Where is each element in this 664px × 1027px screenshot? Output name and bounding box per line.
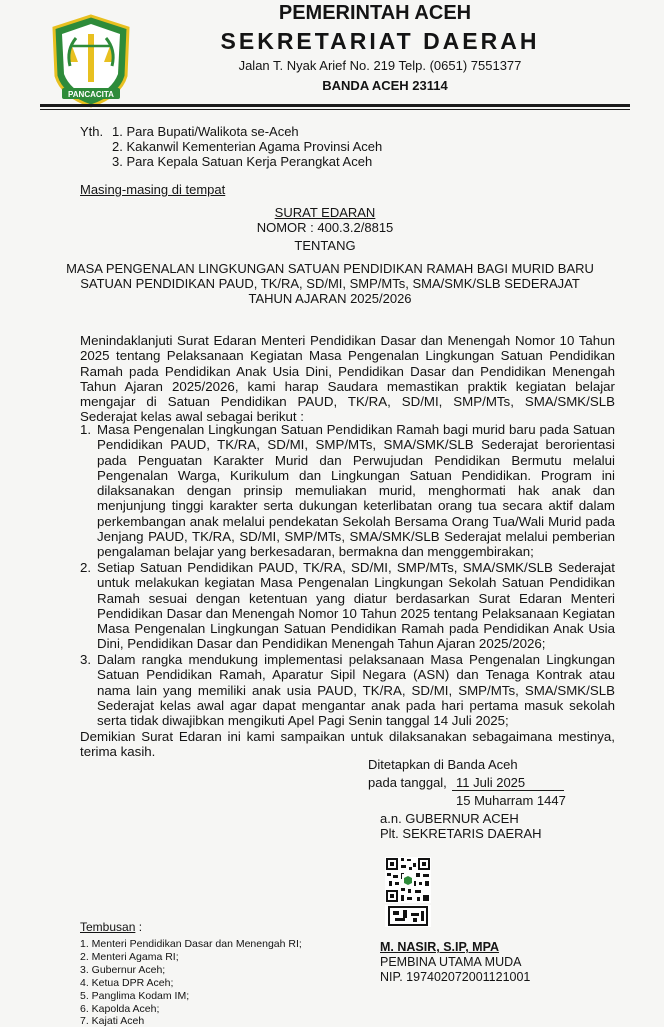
signature-place: Ditetapkan di Banda Aceh <box>368 757 518 772</box>
letterhead-address: Jalan T. Nyak Arief No. 219 Telp. (0651) 7551377 <box>238 58 522 73</box>
tembusan-item: 1. Menteri Pendidikan Dasar dan Menengah RI; <box>80 938 302 950</box>
document-subject-line-3: TAHUN AJARAN 2025/2026 <box>248 291 412 306</box>
list-item <box>80 422 615 560</box>
signature-date: 11 Juli 2025 <box>456 775 526 790</box>
signature-hijri-date: 15 Muharram 1447 <box>456 793 566 808</box>
list-item <box>80 560 615 650</box>
date-divider <box>452 790 564 791</box>
tembusan-item: 5. Panglima Kodam IM; <box>80 990 190 1002</box>
document-subject-line-2: SATUAN PENDIDIKAN PAUD, TK/RA, SD/MI, SMP/MTs, SMA/SMK/SLB SEDERAJAT <box>80 276 580 291</box>
document-type: SURAT EDARAN <box>274 205 376 220</box>
letterhead-office: SEKRETARIAT DAERAH <box>220 28 540 54</box>
document-number: NOMOR : 400.3.2/8815 <box>256 220 394 235</box>
emblem-banner-text: PANCACITA <box>68 90 114 99</box>
tembusan-item: 3. Gubernur Aceh; <box>80 964 166 976</box>
signature-date-label: pada tanggal, <box>368 775 447 790</box>
intro-paragraph: Menindaklanjuti Surat Edaran Menteri Pendidikan Dasar dan Menengah Nomor 10 Tahun 2025 tentang Pelaksanaan Kegiatan Masa Pengenalan Lingkungan Satuan Pendidikan Ramah pada Pendidikan Anak Usia Dini, Pendidikan Dasar dan Pendidikan Menengah Tahun Ajaran 2025/2026, kami harap Saudara memastikan praktik kegiatan belajar mengajar di Satuan Pendidikan PAUD, TK/RA, SD/MI, SMP/MTs, SMA/SMK/SLB Sederajat kelas awal sebagai berikut : <box>80 333 615 425</box>
recipients-salutation: Yth. <box>80 124 104 139</box>
signatory-rank: PEMBINA UTAMA MUDA <box>380 955 522 969</box>
list-item-text: Setiap Satuan Pendidikan PAUD, TK/RA, SD/MI, SMP/MTs, SMA/SMK/SLB Sederajat untuk melakukan kegiatan Masa Pengenalan Lingkungan Sekolah Satuan Pendidikan Ramah sesuai dengan ketentuan yang diatur berdasarkan Surat Edaran Menteri Pendidikan Dasar dan Menengah Nomor 10 Tahun 2025 tentang Pelaksanaan Kegiatan Masa Pengenalan Lingkungan Satuan Pendidikan Ramah pada Pendidikan Anak Usia Dini, Pendidikan Dasar dan Pendidikan Menengah Tahun Ajaran 2025/2026; <box>97 560 615 652</box>
list-item-number: 2. <box>80 560 92 575</box>
signatory-name: M. NASIR, S.IP, MPA <box>380 940 500 954</box>
list-item-number: 3. <box>80 652 92 667</box>
recipient-2: 2. Kakanwil Kementerian Agama Provinsi Aceh <box>112 139 383 154</box>
document-about-label: TENTANG <box>294 238 356 253</box>
document-subject-line-1: MASA PENGENALAN LINGKUNGAN SATUAN PENDIDIKAN RAMAH BAGI MURID BARU <box>66 261 594 276</box>
list-item-text: Masa Pengenalan Lingkungan Satuan Pendidikan Ramah bagi murid baru pada Satuan Pendidikan PAUD, TK/RA, SD/MI, SMP/MTs, SMA/SMK/SLB Sederajat berorientasi pada Penguatan Karakter Murid dan Perwujudan Pendidikan Bermutu melalui Pengenalan Warga, Kurikulum dan Lingkungan Satuan Pendidikan. Program ini dilaksanakan dengan prinsip memuliakan murid, menghormati hak anak dan menjunjung tinggi karakter serta dukungan keterlibatan orang tua secara aktif dalam perkembangan anak melalui pendekatan Sekolah Bersama Orang Tua/Wali Murid pada Jenjang PAUD, TK/RA, SD/MI, SMP/MTs, SMA/SMK/SLB Sederajat melalui pemberian pengalaman belajar yang berkesadaran, bermakna dan menggembirakan; <box>97 422 615 560</box>
qr-code-signature <box>383 855 433 930</box>
closing-paragraph: Demikian Surat Edaran ini kami sampaikan untuk dilaksanakan sebagaimana mestinya, terima kasih. <box>80 729 615 760</box>
letterhead-rule-thin <box>40 109 630 110</box>
tembusan-label: Tembusan <box>80 920 136 934</box>
recipient-3: 3. Para Kepala Satuan Kerja Perangkat Aceh <box>112 154 373 169</box>
aceh-government-emblem <box>50 14 132 108</box>
signature-on-behalf: a.n. GUBERNUR ACEH <box>380 811 519 826</box>
letterhead-government: PEMERINTAH ACEH <box>278 2 472 24</box>
letterhead-city: BANDA ACEH 23114 <box>322 78 448 93</box>
tembusan-item: 7. Kajati Aceh <box>80 1015 145 1027</box>
signatory-nip: NIP. 197402072001121001 <box>380 970 531 984</box>
tembusan-item: 4. Ketua DPR Aceh; <box>80 977 174 989</box>
tembusan-item: 2. Menteri Agama RI; <box>80 951 179 963</box>
letterhead-rule-thick <box>40 104 630 107</box>
tembusan-heading <box>80 920 142 934</box>
tembusan-colon: : <box>138 920 143 934</box>
recipient-1: 1. Para Bupati/Walikota se-Aceh <box>112 124 299 139</box>
list-item <box>80 652 615 727</box>
tembusan-item: 6. Kapolda Aceh; <box>80 1003 160 1015</box>
list-item-number: 1. <box>80 422 92 437</box>
recipients-place: Masing-masing di tempat <box>80 182 226 197</box>
list-item-text: Dalam rangka mendukung implementasi pelaksanaan Masa Pengenalan Lingkungan Satuan Pendidikan Ramah, Aparatur Sipil Negara (ASN) dan Tenaga Kontrak atau nama lain yang memiliki anak usia PAUD, TK/RA, SD/MI, SMP/MTs, SMA/SMK/SLB Sederajat kelas awal agar dapat mengantar anak pada hari pertama masuk sekolah serta tidak diwajibkan mengikuti Apel Pagi Senin tanggal 14 Juli 2025; <box>97 652 615 729</box>
signature-title: Plt. SEKRETARIS DAERAH <box>380 826 542 841</box>
